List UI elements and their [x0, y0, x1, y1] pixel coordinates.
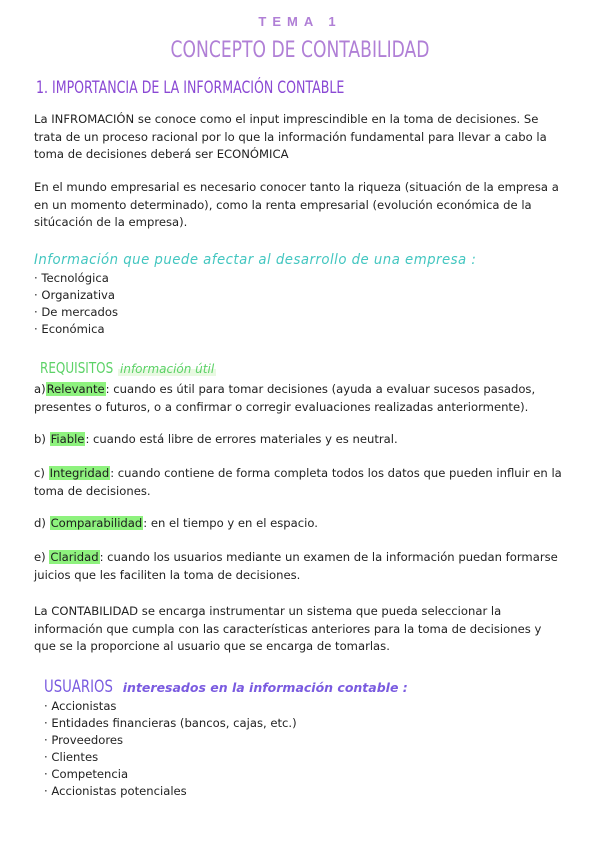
usuarios-heading: [44, 677, 408, 697]
requisito-comparabilidad: [34, 515, 566, 533]
page-title: CONCEPTO DE CONTABILIDAD: [170, 38, 430, 63]
requisito-prefix: d): [34, 516, 50, 530]
requisito-text: : cuando los usuarios mediante un examen de la información puedan formarse juicios que les faciliten la toma de decisiones.: [34, 550, 558, 582]
requisito-fiable: [34, 431, 566, 449]
list-item: · Económica: [34, 321, 118, 338]
paragraph-mundo-empresarial: En el mundo empresarial es necesario conocer tanto la riqueza (situación de la empresa a en un momento determinado), como la renta empresarial (evolución económica de la sitúcación de la empresa).: [34, 180, 559, 229]
requisitos-heading: [40, 359, 216, 378]
paragraph-contabilidad: La CONTABILIDAD se encarga instrumentar un sistema que pueda seleccionar la información que cumpla con las características anteriores para la toma de decisiones y que se la proporcione al usuario que se encarga de tomarlas.: [34, 604, 542, 653]
requisito-text: : en el tiempo y en el espacio.: [143, 516, 318, 530]
tema-label: TEMA 1: [258, 14, 342, 29]
usuarios-list: [44, 698, 297, 800]
requisito-prefix: e): [34, 550, 50, 564]
list-item: · De mercados: [34, 304, 118, 321]
list-item: · Accionistas: [44, 698, 297, 715]
list-item: · Clientes: [44, 749, 297, 766]
requisito-term-highlight: Integridad: [49, 466, 110, 480]
list-item: · Competencia: [44, 766, 297, 783]
requisito-claridad: [34, 549, 566, 584]
requisito-term-highlight: Fiable: [50, 432, 85, 446]
list-item: · Organizativa: [34, 287, 118, 304]
requisito-relevante: [34, 381, 566, 416]
usuarios-heading-sub: interesados en la información contable :: [122, 680, 408, 695]
usuarios-heading-main: USUARIOS: [44, 677, 113, 697]
paragraph-informacion: La INFROMACIÓN se conoce como el input imprescindible en la toma de decisiones. Se trata de un proceso racional por lo que la información fundamental para llevar a cabo la toma de decisiones deberá ser ECONÓMICA: [34, 112, 547, 161]
list-item: · Proveedores: [44, 732, 297, 749]
requisito-integridad: [34, 465, 566, 500]
list-item: · Accionistas potenciales: [44, 783, 297, 800]
requisito-prefix: a): [34, 382, 46, 396]
list-item: · Entidades financieras (bancos, cajas, etc.): [44, 715, 297, 732]
requisito-term-highlight: Comparabilidad: [50, 516, 143, 530]
requisito-prefix: b): [34, 432, 50, 446]
requisito-prefix: c): [34, 466, 49, 480]
list-item: · Tecnológica: [34, 270, 118, 287]
requisito-text: : cuando contiene de forma completa todos los datos que pueden influir en la toma de decisiones.: [34, 466, 562, 498]
requisito-term-highlight: Claridad: [50, 550, 99, 564]
affects-heading: Información que puede afectar al desarrollo de una empresa :: [34, 252, 477, 268]
requisito-text: : cuando es útil para tomar decisiones (ayuda a evaluar sucesos pasados, presentes o futuros, o a confirmar o corregir evaluaciones realizadas anteriormente).: [34, 382, 536, 414]
requisitos-heading-main: REQUISITOS: [40, 359, 114, 377]
affects-list: [34, 270, 118, 338]
requisitos-heading-sub: información útil: [120, 362, 215, 376]
requisito-term-highlight: Relevante: [46, 382, 105, 396]
requisito-text: : cuando está libre de errores materiales y es neutral.: [85, 432, 398, 446]
section-heading-importancia: 1. IMPORTANCIA DE LA INFORMACIÓN CONTABLE: [36, 78, 345, 98]
